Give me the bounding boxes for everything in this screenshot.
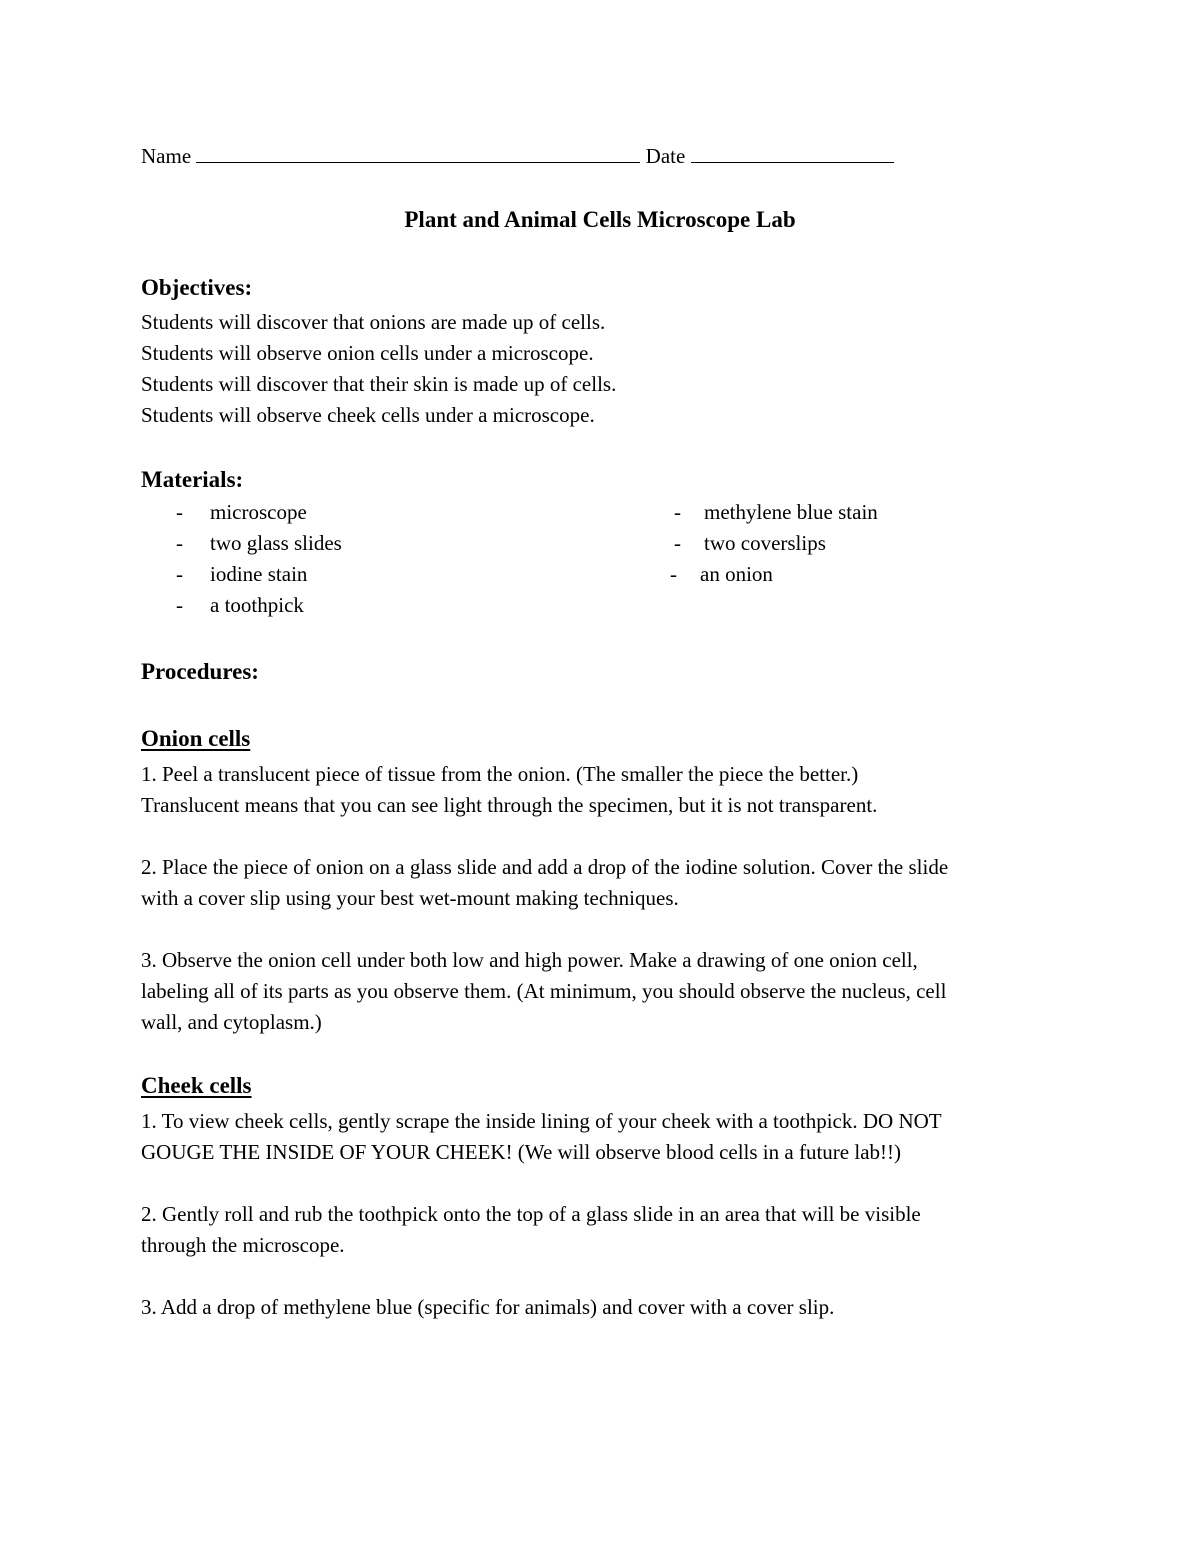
step-line: 1. Peel a translucent piece of tissue from the onion. (The smaller the piece the better.) xyxy=(141,762,859,786)
onion-step-3 xyxy=(141,945,946,1038)
procedures-heading: Procedures: xyxy=(141,659,259,684)
objectives-heading: Objectives: xyxy=(141,275,253,300)
objective-item: Students will discover that onions are made up of cells. xyxy=(141,310,606,334)
date-label: Date xyxy=(645,144,686,168)
name-label: Name xyxy=(141,144,192,168)
step-line: wall, and cytoplasm.) xyxy=(141,1010,322,1034)
material-item xyxy=(674,531,826,556)
bullet-dash: - xyxy=(674,531,681,555)
material-label: iodine stain xyxy=(210,562,308,586)
header-line xyxy=(141,144,894,169)
step-line: through the microscope. xyxy=(141,1233,345,1257)
onion-cells-heading: Onion cells xyxy=(141,726,251,751)
bullet-dash: - xyxy=(176,593,183,617)
bullet-dash: - xyxy=(674,500,681,524)
cheek-step-3 xyxy=(141,1292,834,1323)
step-line: 3. Add a drop of methylene blue (specific for animals) and cover with a cover slip. xyxy=(141,1295,835,1319)
material-label: a toothpick xyxy=(210,593,304,617)
objectives-list xyxy=(141,307,616,431)
date-blank[interactable] xyxy=(691,144,894,163)
step-line: 2. Place the piece of onion on a glass slide and add a drop of the iodine solution. Cover the slide xyxy=(141,855,949,879)
material-item xyxy=(176,593,304,618)
material-item xyxy=(176,500,307,525)
material-label: an onion xyxy=(700,562,773,586)
cheek-step-2 xyxy=(141,1199,921,1261)
step-line: with a cover slip using your best wet-mount making techniques. xyxy=(141,886,679,910)
material-item xyxy=(674,500,878,525)
onion-step-1 xyxy=(141,759,877,821)
bullet-dash: - xyxy=(176,562,183,586)
objective-item: Students will observe cheek cells under a microscope. xyxy=(141,403,595,427)
step-line: labeling all of its parts as you observe them. (At minimum, you should observe the nucleus, cell xyxy=(141,979,947,1003)
cheek-cells-heading: Cheek cells xyxy=(141,1073,252,1098)
material-label: microscope xyxy=(210,500,307,524)
name-blank[interactable] xyxy=(196,144,640,163)
page-title: Plant and Animal Cells Microscope Lab xyxy=(404,207,796,232)
step-line: 1. To view cheek cells, gently scrape the inside lining of your cheek with a toothpick. DO NOT xyxy=(141,1109,942,1133)
step-line: GOUGE THE INSIDE OF YOUR CHEEK! (We will observe blood cells in a future lab!!) xyxy=(141,1140,901,1164)
material-label: two glass slides xyxy=(210,531,342,555)
material-label: two coverslips xyxy=(704,531,826,555)
material-item xyxy=(176,562,307,587)
bullet-dash: - xyxy=(670,562,677,586)
material-item xyxy=(670,562,773,587)
step-line: 3. Observe the onion cell under both low and high power. Make a drawing of one onion cell, xyxy=(141,948,918,972)
bullet-dash: - xyxy=(176,531,183,555)
cheek-step-1 xyxy=(141,1106,942,1168)
step-line: 2. Gently roll and rub the toothpick onto the top of a glass slide in an area that will be visible xyxy=(141,1202,921,1226)
material-item xyxy=(176,531,342,556)
bullet-dash: - xyxy=(176,500,183,524)
onion-step-2 xyxy=(141,852,948,914)
objective-item: Students will observe onion cells under a microscope. xyxy=(141,341,594,365)
materials-heading: Materials: xyxy=(141,467,244,492)
step-line: Translucent means that you can see light through the specimen, but it is not transparent. xyxy=(141,793,878,817)
material-label: methylene blue stain xyxy=(704,500,878,524)
objective-item: Students will discover that their skin is made up of cells. xyxy=(141,372,617,396)
